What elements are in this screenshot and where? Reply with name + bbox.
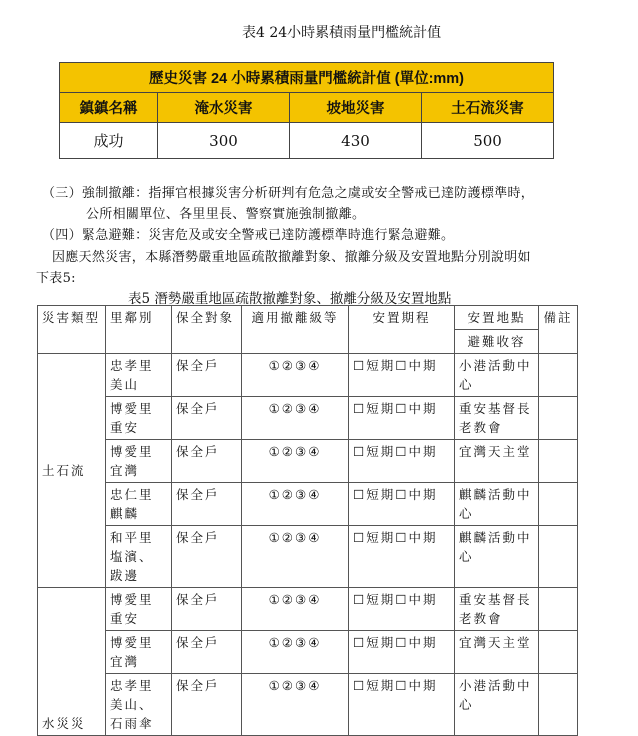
table-row [38, 526, 578, 588]
place-cell: 重安基督長老教會 [455, 397, 539, 440]
place-cell: 宜灣天主堂 [455, 440, 539, 483]
period-cell [349, 526, 455, 588]
period-mid-label: 中期 [408, 635, 438, 650]
place-cell: 小港活動中心 [455, 354, 539, 397]
table-row [38, 354, 578, 397]
place-cell: 麒麟活動中心 [455, 483, 539, 526]
header-shelter-place: 安置地點 [455, 306, 539, 330]
period-mid-label: 中期 [408, 678, 438, 693]
period-cell [349, 397, 455, 440]
table-row [38, 588, 578, 631]
target-cell: 保全戶 [172, 440, 242, 483]
target-cell: 保全戶 [172, 483, 242, 526]
note-cell [539, 483, 578, 526]
rainfall-threshold-table [59, 62, 554, 159]
place-cell: 麒麟活動中心 [455, 526, 539, 588]
period-short-label: 短期 [366, 678, 396, 693]
period-mid-label: 中期 [408, 358, 438, 373]
table4-header-slope: 坡地災害 [290, 93, 422, 123]
header-protected-target: 保全對象 [172, 306, 242, 354]
period-short-label: 短期 [366, 635, 396, 650]
table-row [38, 483, 578, 526]
checkbox-short [353, 487, 366, 502]
checkbox-mid [395, 678, 408, 693]
village-cell: 博愛里重安 [106, 397, 172, 440]
village-cell: 博愛里宜灣 [106, 440, 172, 483]
table4-title: 歷史災害 24 小時累積雨量門檻統計值 (單位:mm) [60, 63, 554, 93]
checkbox-mid [395, 444, 408, 459]
checkbox-mid [395, 530, 408, 545]
note-cell [539, 397, 578, 440]
level-cell: ①②③④ [242, 674, 349, 736]
table-row [38, 631, 578, 674]
note-cell [539, 631, 578, 674]
table-row [38, 397, 578, 440]
checkbox-short [353, 358, 366, 373]
period-mid-label: 中期 [408, 487, 438, 502]
period-mid-label: 中期 [408, 444, 438, 459]
level-cell: ①②③④ [242, 440, 349, 483]
checkbox-mid [395, 487, 408, 502]
village-cell: 和平里塩濱、跋邊 [106, 526, 172, 588]
header-shelter-period: 安置期程 [349, 306, 455, 354]
header-disaster-type: 災害類型 [38, 306, 106, 354]
level-cell: ①②③④ [242, 631, 349, 674]
period-short-label: 短期 [366, 530, 396, 545]
target-cell: 保全戶 [172, 354, 242, 397]
evacuation-table [37, 305, 578, 736]
checkbox-mid [395, 635, 408, 650]
header-evacuation-level: 適用撤離級等 [242, 306, 349, 354]
period-mid-label: 中期 [408, 530, 438, 545]
checkbox-short [353, 678, 366, 693]
header-shelter-sub: 避難收容 [455, 330, 539, 354]
period-mid-label: 中期 [408, 401, 438, 416]
period-mid-label: 中期 [408, 592, 438, 607]
checkbox-mid [395, 358, 408, 373]
period-cell [349, 588, 455, 631]
village-cell: 忠孝里美山 [106, 354, 172, 397]
checkbox-mid [395, 401, 408, 416]
target-cell: 保全戶 [172, 526, 242, 588]
disaster-type-cell: 土石流 [38, 354, 106, 588]
table4-cell-town: 成功 [60, 123, 158, 159]
target-cell: 保全戶 [172, 674, 242, 736]
table4-cell-slope: 430 [290, 123, 422, 159]
village-cell: 博愛里宜灣 [106, 631, 172, 674]
checkbox-short [353, 444, 366, 459]
table4-header-flood: 淹水災害 [158, 93, 290, 123]
header-note: 備註 [539, 306, 578, 354]
period-short-label: 短期 [366, 444, 396, 459]
target-cell: 保全戶 [172, 631, 242, 674]
village-cell: 忠孝里美山、石雨傘 [106, 674, 172, 736]
place-cell: 小港活動中心 [455, 674, 539, 736]
level-cell: ①②③④ [242, 483, 349, 526]
village-cell: 忠仁里麒麟 [106, 483, 172, 526]
checkbox-short [353, 401, 366, 416]
village-cell: 博愛里重安 [106, 588, 172, 631]
note-cell [539, 674, 578, 736]
level-cell: ①②③④ [242, 397, 349, 440]
table4-header-town: 鎮鎮名稱 [60, 93, 158, 123]
paragraph-forced-evacuation-cont: 公所相關單位、各里里長、警察實施強制撤離。 [86, 207, 366, 222]
target-cell: 保全戶 [172, 397, 242, 440]
period-short-label: 短期 [366, 358, 396, 373]
place-cell: 宜灣天主堂 [455, 631, 539, 674]
table5-caption: 表5 潛勢嚴重地區疏散撤離對象、撤離分級及安置地點 [128, 291, 452, 307]
level-cell: ①②③④ [242, 588, 349, 631]
table-row [38, 440, 578, 483]
period-short-label: 短期 [366, 487, 396, 502]
period-short-label: 短期 [366, 401, 396, 416]
note-cell [539, 588, 578, 631]
paragraph-forced-evacuation: （三）強制撤離：指揮官根據災害分析研判有危急之虞或安全警戒已達防護標準時， [42, 186, 535, 201]
note-cell [539, 526, 578, 588]
checkbox-short [353, 530, 366, 545]
target-cell: 保全戶 [172, 588, 242, 631]
level-cell: ①②③④ [242, 354, 349, 397]
paragraph-intro-cont: 下表5: [36, 271, 76, 286]
period-cell [349, 440, 455, 483]
paragraph-intro: 因應天然災害，本縣潛勢嚴重地區疏散撤離對象、撤離分級及安置地點分別說明如 [52, 250, 531, 265]
table4-cell-flood: 300 [158, 123, 290, 159]
disaster-type-cell: 水災災 [38, 588, 106, 736]
checkbox-mid [395, 592, 408, 607]
period-short-label: 短期 [366, 592, 396, 607]
table4-cell-debris: 500 [422, 123, 554, 159]
checkbox-short [353, 635, 366, 650]
header-village: 里鄰別 [106, 306, 172, 354]
period-cell [349, 674, 455, 736]
period-cell [349, 483, 455, 526]
note-cell [539, 354, 578, 397]
note-cell [539, 440, 578, 483]
period-cell [349, 354, 455, 397]
place-cell: 重安基督長老教會 [455, 588, 539, 631]
table4-header-debris: 土石流災害 [422, 93, 554, 123]
table-row [38, 674, 578, 736]
period-cell [349, 631, 455, 674]
level-cell: ①②③④ [242, 526, 349, 588]
table4-caption: 表4 24小時累積雨量門檻統計值 [242, 25, 442, 41]
paragraph-emergency-shelter: （四）緊急避難：災害危及或安全警戒已達防護標準時進行緊急避難。 [42, 228, 455, 243]
checkbox-short [353, 592, 366, 607]
